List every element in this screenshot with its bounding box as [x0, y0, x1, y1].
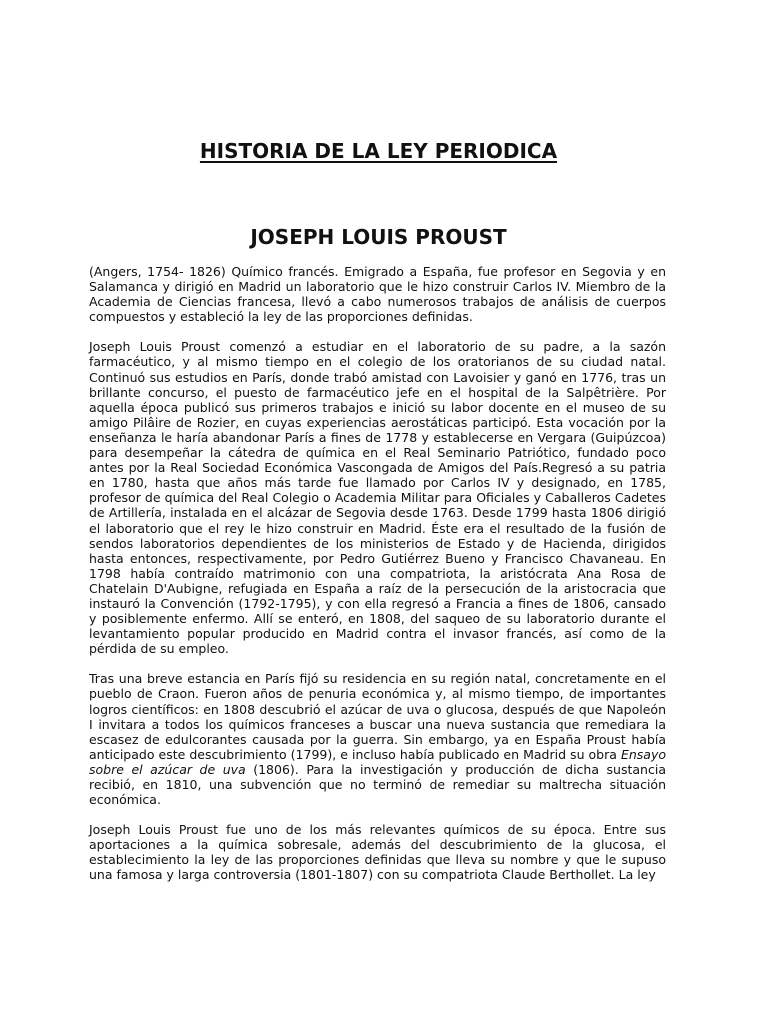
paragraph-craon-text-before: Tras una breve estancia en París fijó su residencia en su región natal, concretamente en el pueblo de Craon. Fueron años de penuria económica y, al mismo tiempo, de importantes logros científicos: en 1808 descubrió el azúcar de uva o glucosa, después de que Napoleón I invitara a todos los químicos franceses a buscar una nueva sustancia que remediara la escasez de edulcorantes causada por la guerra. Sin embargo, ya en España Proust había anticipado este descubrimiento (1799), e incluso había publicado en Madrid su obra [89, 671, 666, 762]
paragraph-craon-text-after: (1806). Para la investigación y producción de dicha sustancia recibió, en 1810, una subvención que no terminó de remediar su maltrecha situación económica. [89, 761, 666, 808]
paragraph-contributions: Joseph Louis Proust fue uno de los más relevantes químicos de su época. Entre sus aportaciones a la química sobresale, además del descubrimiento de la glucosa, el establecimiento la ley de las proporciones definidas que lleva su nombre y que le supuso una famosa y larga controversia (1801-1807) con su compatriota Claude Berthollet. La ley [89, 822, 666, 883]
document-subtitle: JOSEPH LOUIS PROUST [250, 225, 507, 249]
book-title: Ensayo sobre el azúcar de uva [89, 746, 666, 777]
paragraph-biography: Joseph Louis Proust comenzó a estudiar en el laboratorio de su padre, a la sazón farmacéutico, y al mismo tiempo en el colegio de los oratorianos de su ciudad natal. Continuó sus estudios en París, donde trabó amistad con Lavoisier y ganó en 1776, tras un brillante concurso, el puesto de farmacéutico jefe en el hospital de la Salpêtrière. Por aquella época publicó sus primeros trabajos e inició su labor docente en el museo de su amigo Pilâire de Rozier, en cuyas experiencias aerostáticas participó. Esta vocación por la enseñanza le haría abandonar París a fines de 1778 y establecerse en Vergara (Guipúzcoa) para desempeñar la cátedra de química en el Real Seminario Patriótico, fundado poco antes por la Real Sociedad Económica Vascongada de Amigos del País.Regresó a su patria en 1780, hasta que años más tarde fue llamado por Carlos IV y designado, en 1785, profesor de química del Real Colegio o Academia Militar para Oficiales y Caballeros Cadetes de Artillería, instalada en el alcázar de Segovia desde 1763. Desde 1799 hasta 1806 dirigió el laboratorio que el rey le hizo construir en Madrid. Éste era el resultado de la fusión de sendos laboratorios dependientes de los ministerios de Estado y de Hacienda, dirigidos hasta entonces, respectivamente, por Pedro Gutiérrez Bueno y Francisco Chavaneau. En 1798 había contraído matrimonio con una compatriota, la aristócrata Ana Rosa de Chatelain D'Aubigne, refugiada en España a raíz de la persecución de la aristocracia que instauró la Convención (1792-1795), y con ella regresó a Francia a fines de 1806, cansado y posiblemente enfermo. Allí se enteró, en 1808, del saqueo de su laboratorio durante el levantamiento popular producido en Madrid contra el invasor francés, así como de la pérdida de su empleo. [89, 339, 666, 657]
paragraph-craon [89, 671, 666, 807]
paragraph-intro: (Angers, 1754- 1826) Químico francés. Emigrado a España, fue profesor en Segovia y en Salamanca y dirigió en Madrid un laboratorio que le hizo construir Carlos IV. Miembro de la Academia de Ciencias francesa, llevó a cabo numerosos trabajos de análisis de cuerpos compuestos y estableció la ley de las proporciones definidas. [89, 264, 666, 325]
document-title: HISTORIA DE LA LEY PERIODICA [199, 139, 558, 163]
document-body [89, 264, 666, 898]
